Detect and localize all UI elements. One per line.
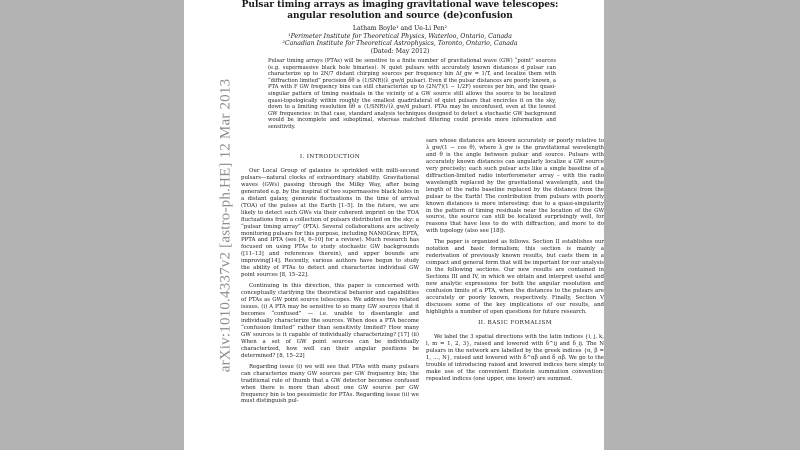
left-backdrop	[0, 0, 184, 450]
title-line-2: angular resolution and source (de)confusion	[287, 11, 513, 21]
paragraph: Our Local Group of galaxies is sprinkled with milli-second pulsars—natural clocks of extraordinary stability. Gravitational waves (GWs) passing through the Milky Way, after being generated e.g. by the inspiral of two supermassive black holes in a distant galaxy, generate fluctuations in the time of arrival (TOA) of the pulses at the Earth [1–5]. In the future, we are likely to detect such GWs via their coherent imprint on the TOA fluctuations from a collection of pulsars distributed on the sky: a “pulsar timing array” (PTA). Several collaborations are actively monitoring pulsars for this purpose, including NANOGrav, EPTA, PPTA and IPTA (see [4, 6–10] for a review). Much research has focused on using PTAs to study stochastic GW backgrounds ([11–13] and references therein), and upper bounds are improving[14]. Recently, various authors have begun to study the ability of PTAs to detect and characterize individual GW point sources [8, 15–22].	[241, 167, 419, 279]
abstract: Pulsar timing arrays (PTAs) will be sensitive to a finite number of gravitational wave (GW) “point” sources (e.g. supermassive black hole binaries). N quiet pulsars with accurately known distances d_pulsar can characterize up to 2N/7 distant chirping sources per frequency bin Δf_gw = 1/T, and localize them with “diffraction limited” precision δθ ≳ (1/SNR)(λ_gw/d_pulsar). Even if the pulsar distances are poorly known, a PTA with F GW frequency bins can still characterize up to (2N/7)(1 − 1/2F) sources per bin, and the quasi-singular pattern of timing residuals in the vicinity of a GW source still allows the source to be localized quasi-topologically within roughly the smallest quadrilateral of quiet pulsars that encircles it on the sky, down to a limiting resolution δθ ≳ (1/SNR)√(λ_gw/d_pulsar). PTAs may be unconfused, even at the lowest GW frequencies: in that case, standard analysis techniques designed to detect a stochastic GW background would be incomplete and suboptimal, whereas matched filtering could provide more information and sensitivity.	[268, 58, 556, 130]
affiliation-2: ²Canadian Institute for Theoretical Astrophysics, Toronto, Ontario, Canada	[282, 40, 518, 47]
section-heading-basic-formalism: II. BASIC FORMALISM	[478, 319, 552, 326]
section-heading-introduction: I. INTRODUCTION	[299, 154, 361, 160]
paragraph: sars whose distances are known accurately or poorly relative to λ_gw/(1 − cos θ), where λ_gw is the gravitational wavelength and θ is the angle between pulsar and source. Pulsars with accurately known distances can angularly localize a GW source very precisely; each such pulsar acts like a single baseline of a diffraction-limited radio interferometer array – with the radio wavelength replaced by the gravitational wavelength, and the length of the radio baseline replaced by the distance from the pulsar to the Earth! The contribution from pulsars with poorly known distances is more interesting: due to a quasi-singularity in the pattern of timing residuals near the location of the GW source, the source can still be localized surprisingly well, for reasons that have less to do with diffraction, and more to do with topology (also see [18]).	[426, 138, 604, 235]
arxiv-id: arXiv:1010.4337v2 [astro-ph.HE] 12 Mar 2013	[217, 78, 234, 372]
paragraph: Regarding issue (i) we will see that PTAs with many pulsars can characterize many GW sources per GW frequency bin; the traditional rule of thumb that a GW detector becomes confused when there is more than about one GW source per GW frequency bin is too pessimistic for PTAs. Regarding issue (ii) we must distinguish pul-	[241, 363, 419, 405]
paragraph: The paper is organized as follows. Section II establishes our notation and basic formalism; this section is mainly a rederivation of previously known results, but casts them in a compact and general form that will be important for our analysis in the following sections. Our new results are contained in Sections III and IV, in which we obtain and interpret useful and new analytic expressions for both the angular resolution and confusion limits of a PTA, when the distances to the pulsars are accurately or poorly known, respectively. Finally, Section V discusses some of the key implications of our results, and highlights a number of open questions for future research.	[426, 239, 604, 315]
paragraph: We label the 3 spatial directions with the latin indices {i, j, k, l, m = 1, 2, 3}, raised and lowered with δ^ij and δ_ij. The N pulsars in the network are labelled by the greek indices {α, β = 1, ..., N}, raised and lowered with δ^αβ and δ_αβ. We go to the trouble of introducing raised and lowered indices here simply to make use of the convenient Einstein summation convention: repeated indices (one upper, one lower) are summed.	[426, 333, 604, 382]
authors: Latham Boyle¹ and Ue-Li Pen²	[352, 25, 448, 32]
paper-title	[240, 0, 560, 22]
arxiv-stamp	[213, 20, 239, 430]
column-right	[426, 138, 604, 386]
affiliation-1: ¹Perimeter Institute for Theoretical Physics, Waterloo, Ontario, Canada	[288, 32, 512, 40]
column-left	[241, 150, 419, 409]
paragraph: Continuing in this direction, this paper is concerned with conceptually clarifying the theoretical behavior and capabilities of PTAs as GW point source telescopes. We address two related issues. (i) A PTA may be sensitive to so many GW sources that it becomes “confused” — i.e. unable to disentangle and individually characterize the sources. When does a PTA become “confusion limited” rather than sensitivity limited? How many GW sources is it capable of individually characterizing? [17] (ii) When a set of GW point sources can be individually characterized, how well can their angular positions be determined? [8, 15–22]	[241, 283, 419, 359]
right-backdrop	[604, 0, 800, 450]
title-line-1: Pulsar timing arrays as imaging gravitational wave telescopes:	[241, 0, 559, 10]
author-block	[240, 25, 560, 55]
date: (Dated: May 2012)	[370, 47, 430, 55]
